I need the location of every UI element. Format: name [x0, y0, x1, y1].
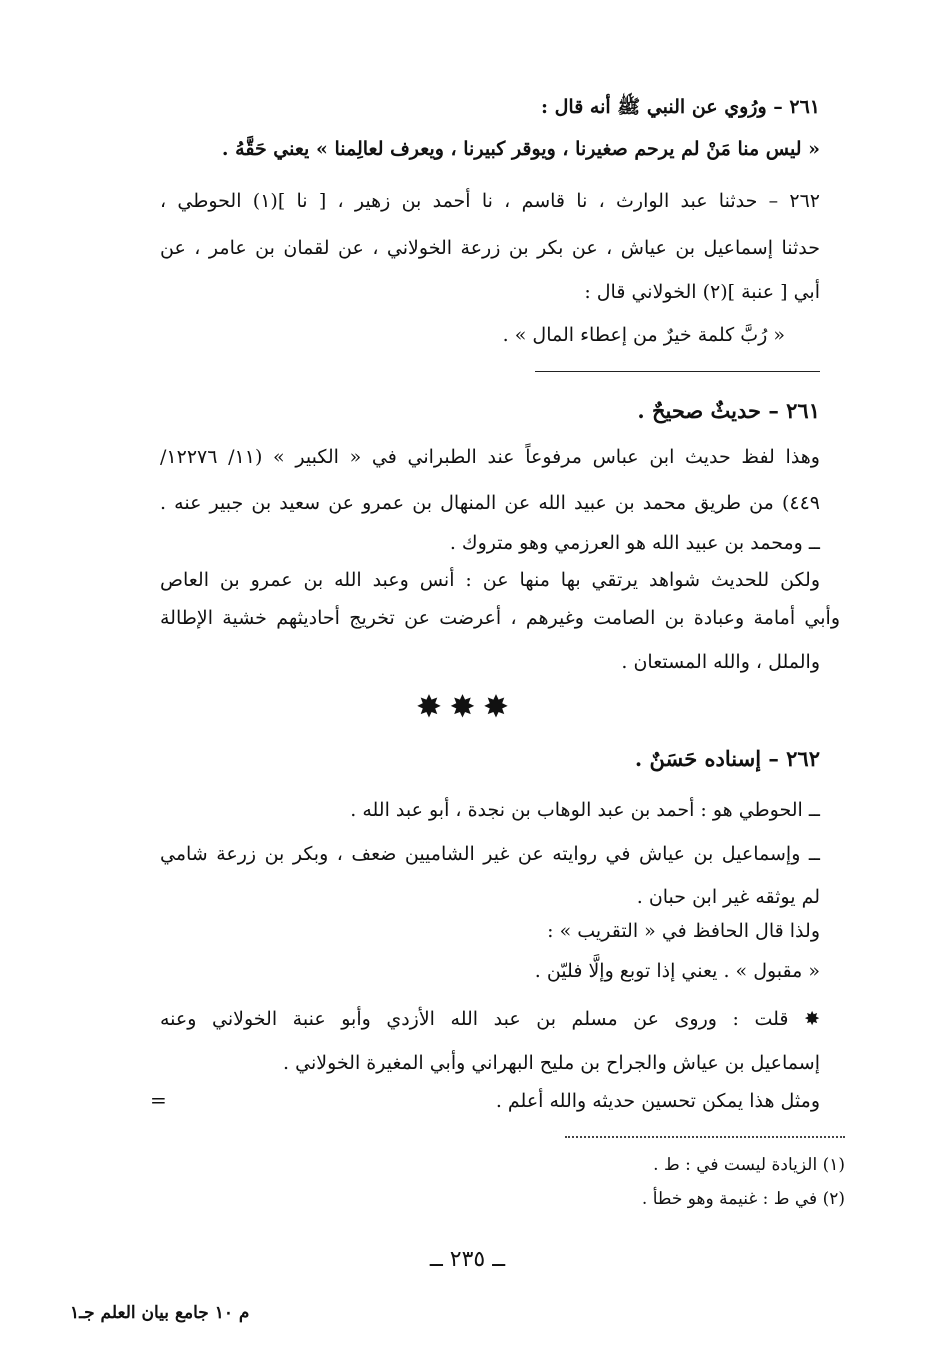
footnote-1: (١) الزيادة ليست في : ط . — [653, 1155, 845, 1175]
commentary-261-line: وهذا لفظ حديث ابن عباس مرفوعاً عند الطبراني في « الكبير » (١١/ ١٢٢٧٦/ — [160, 446, 820, 468]
hadith-262-isnad-1: ٢٦٢ – حدثنا عبد الوارث ، نا قاسم ، نا أحمد بن زهير ، [ نا ](١) الحوطي ، — [160, 190, 820, 212]
hadith-261-intro: ٢٦١ – ورُوي عن النبي ﷺ أنه قال : — [540, 96, 820, 118]
commentary-262-line: « مقبول » . يعني إذا توبع وإلَّا فليّن . — [534, 960, 820, 982]
page-number: ــ ٢٣٥ ــ — [429, 1247, 506, 1272]
section-divider-stars: ✸✸✸ — [417, 690, 518, 723]
commentary-261-line: وأبي أمامة وعبادة بن الصامت وغيرهم ، أعرضت عن تخريج أحاديثهم خشية الإطالة — [160, 607, 840, 629]
commentary-262-line: لم يوثقه غير ابن حبان . — [636, 886, 820, 908]
commentary-262-heading: ٢٦٢ – إسناده حَسَنٌ . — [634, 746, 820, 771]
commentary-261-heading: ٢٦١ – حديثٌ صحيحٌ . — [637, 398, 820, 423]
continuation-mark: = — [150, 1088, 167, 1112]
commentary-261-line: ــ ومحمد بن عبيد الله هو العرزمي وهو متروك . — [449, 532, 820, 554]
footnote-2: (٢) في ط : غنيمة وهو خطأ . — [641, 1189, 845, 1209]
commentary-262-line: ومثل هذا يمكن تحسين حديثه والله أعلم . — [495, 1090, 820, 1112]
commentary-262-line: إسماعيل بن عياش والجراح بن مليح البهراني وأبي المغيرة الخولاني . — [283, 1052, 820, 1074]
footnote-dotted-separator — [565, 1136, 845, 1138]
commentary-262-line: ✸ قلت : وروى عن مسلم بن عبد الله الأزدي وأبو عنبة الخولاني وعنه — [160, 1008, 820, 1030]
hadith-262-isnad-3: أبي [ عنبة ](٢) الخولاني قال : — [584, 281, 820, 303]
commentary-261-line: والملل ، والله المستعان . — [621, 651, 820, 673]
commentary-261-line: ٤٤٩) من طريق محمد بن عبيد الله عن المنهال بن عمرو عن سعيد بن جبير عنه . — [160, 492, 820, 514]
hadith-261-text: « ليس منا مَنْ لم يرحم صغيرنا ، ويوقر كبيرنا ، ويعرف لعالِمنا » يعني حَقَّهُ . — [221, 138, 820, 160]
commentary-262-line: ــ الحوطي هو : أحمد بن عبد الوهاب بن نجدة ، أبو عبد الله . — [350, 799, 820, 821]
commentary-262-line: ــ وإسماعيل بن عياش في روايته عن غير الشاميين ضعف ، وبكر بن زرعة شامي — [160, 843, 820, 865]
commentary-262-line: ولذا قال الحافظ في « التقريب » : — [547, 920, 820, 942]
commentary-261-line: ولكن للحديث شواهد يرتقي بها منها عن : أنس وعبد الله بن عمرو بن العاص — [160, 569, 820, 591]
hadith-262-isnad-2: حدثنا إسماعيل بن عياش ، عن بكر بن زرعة الخولاني ، عن لقمان بن عامر ، عن — [160, 237, 820, 259]
footnote-separator — [535, 371, 820, 372]
printer-signature: م ١٠ جامع بيان العلم جـ١ — [70, 1303, 250, 1323]
hadith-262-text: « رُبَّ كلمة خيرٌ من إعطاء المال » . — [502, 324, 785, 346]
